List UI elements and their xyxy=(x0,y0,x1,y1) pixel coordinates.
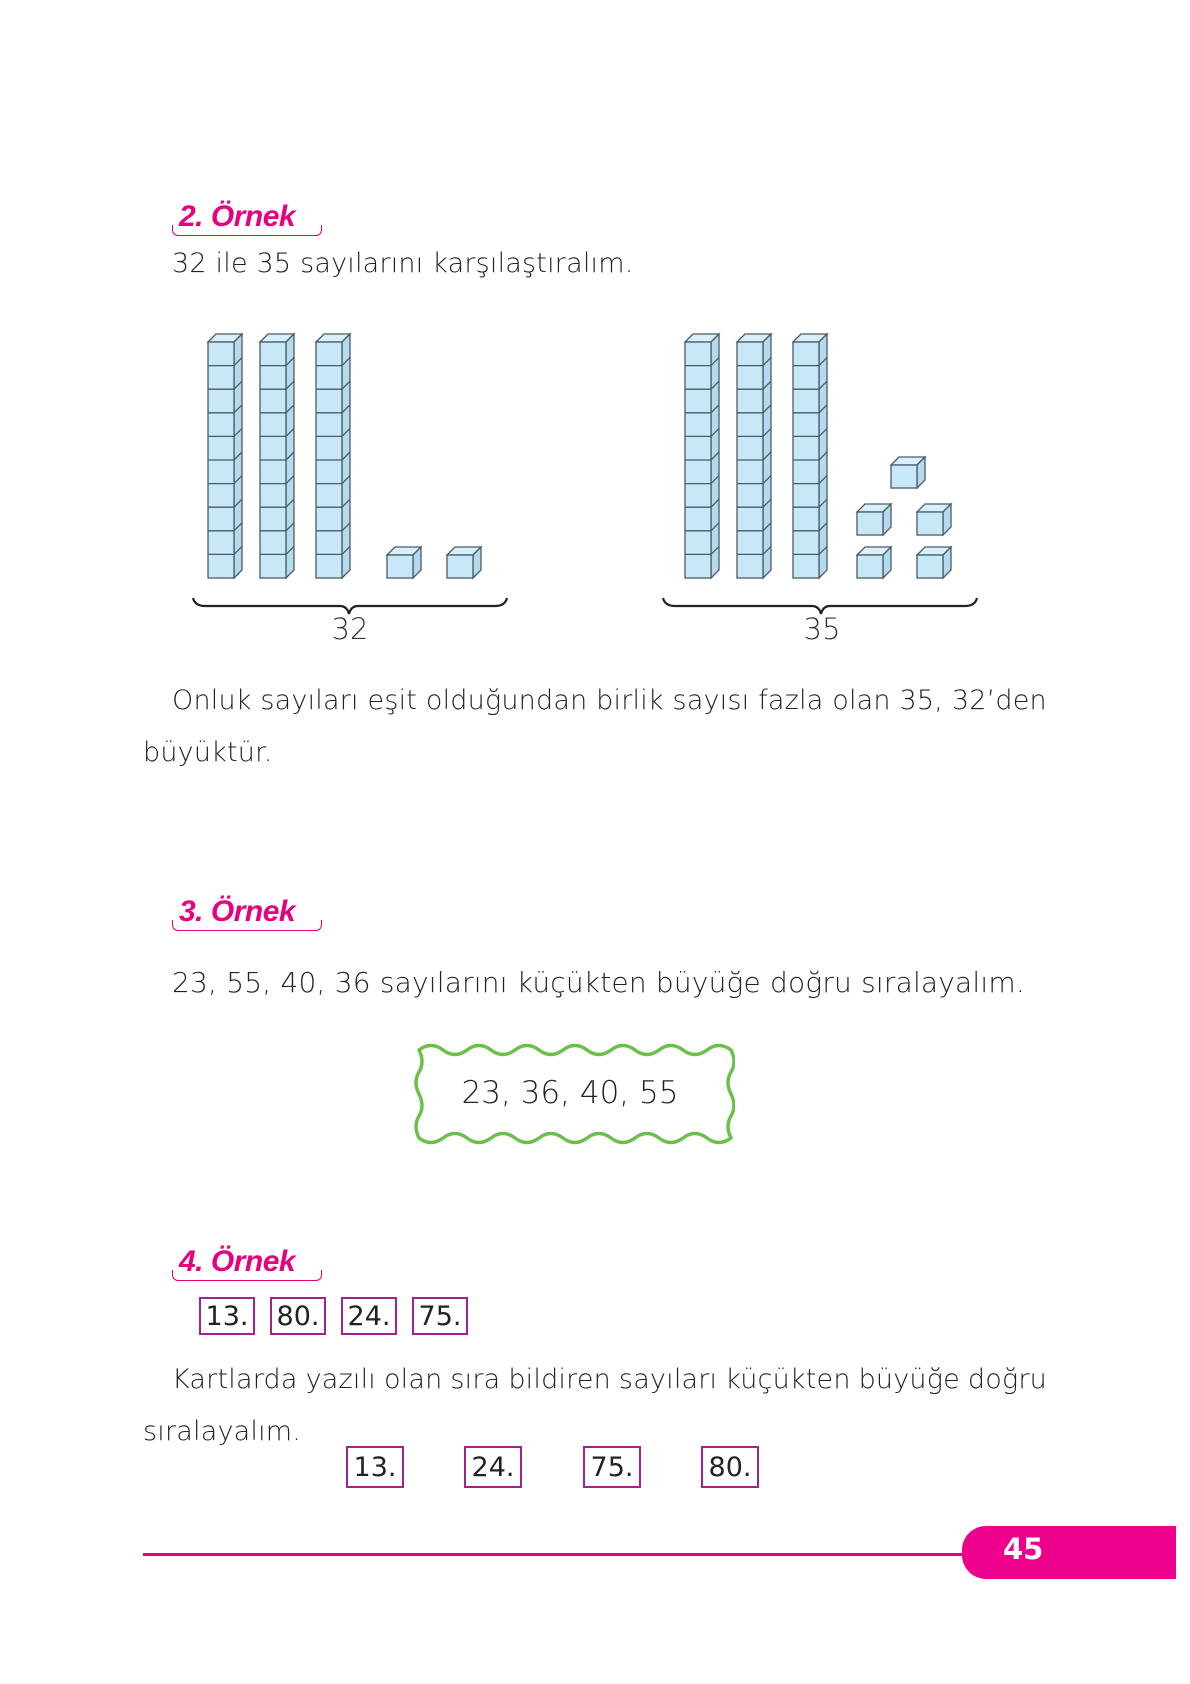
example-2-conclusion-line-2: büyüktür. xyxy=(143,737,273,768)
model-35-unit-cubes xyxy=(857,457,951,578)
word: sıra xyxy=(450,1364,501,1395)
example-4-heading: 4. Örnek xyxy=(179,1245,296,1278)
sorted-number-card: 75. xyxy=(583,1446,641,1488)
word: 32’den xyxy=(951,685,1047,716)
example-4-prompt-line-2: sıralayalım. xyxy=(143,1416,302,1447)
word: olan xyxy=(383,1364,443,1395)
word: küçükten xyxy=(725,1364,851,1395)
word: büyüğe xyxy=(858,1364,960,1395)
word: olduğundan xyxy=(425,685,588,716)
base-ten-blocks-figure xyxy=(0,0,1190,700)
model-32-tens-rods xyxy=(208,334,350,578)
word: 35, xyxy=(899,685,944,716)
number-card: 24. xyxy=(341,1297,397,1335)
model-35-label: 35 xyxy=(803,612,841,646)
word: sayısı xyxy=(672,685,750,716)
model-32-unit-cubes xyxy=(387,547,481,578)
example-3-answer: 23, 36, 40, 55 xyxy=(461,1075,679,1111)
word: fazla xyxy=(758,685,824,716)
number-card: 13. xyxy=(199,1297,255,1335)
word: yazılı xyxy=(305,1364,376,1395)
sorted-number-card: 24. xyxy=(464,1446,522,1488)
page-number: 45 xyxy=(1003,1532,1044,1566)
word: doğru xyxy=(967,1364,1047,1395)
word: Onluk xyxy=(172,685,252,716)
page-number-tab xyxy=(962,1526,1176,1579)
word: birlik xyxy=(596,685,664,716)
example-3-prompt: 23, 55, 40, 36 sayılarını küçükten büyüğe doğru sıralayalım. xyxy=(172,966,1025,999)
word: Kartlarda xyxy=(172,1364,298,1395)
word: sayıları xyxy=(260,685,359,716)
example-3-heading: 3. Örnek xyxy=(179,895,296,928)
number-card: 75. xyxy=(412,1297,468,1335)
model-35-tens-rods xyxy=(685,334,827,578)
example-2-prompt: 32 ile 35 sayılarını karşılaştıralım. xyxy=(172,248,634,279)
example-2-heading: 2. Örnek xyxy=(179,200,296,233)
model-32-label: 32 xyxy=(331,612,369,646)
word: sayıları xyxy=(618,1364,718,1395)
footer-divider-line xyxy=(143,1553,973,1556)
word: bildiren xyxy=(508,1364,611,1395)
word: olan xyxy=(832,685,891,716)
heading-underline-bracket xyxy=(172,1270,322,1281)
number-card: 80. xyxy=(270,1297,326,1335)
sorted-number-card: 80. xyxy=(701,1446,759,1488)
example-4-prompt-line-1 xyxy=(172,1364,1047,1395)
example-2-conclusion-line-1 xyxy=(172,685,1047,716)
heading-underline-bracket xyxy=(172,920,322,931)
word: eşit xyxy=(367,685,418,716)
sorted-number-card: 13. xyxy=(346,1446,404,1488)
